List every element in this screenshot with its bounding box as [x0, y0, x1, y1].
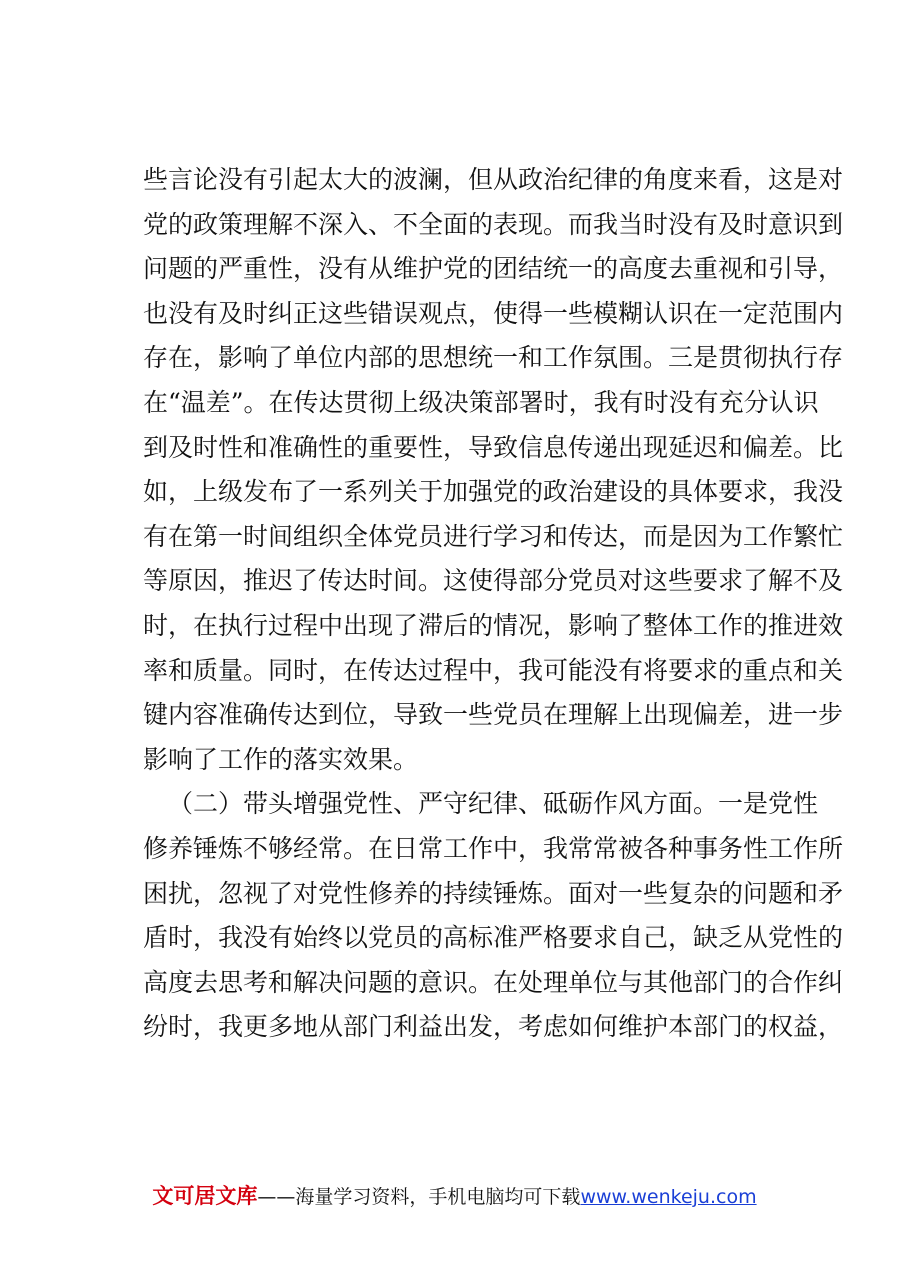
text-line: 等原因，推迟了传达时间。这使得部分党员对这些要求了解不及	[143, 566, 844, 596]
text-line: 存在，影响了单位内部的思想统一和工作氛围。三是贯彻执行存	[143, 343, 844, 373]
text-line: 困扰，忽视了对党性修养的持续锤炼。面对一些复杂的问题和矛	[143, 878, 844, 908]
text-line: 如，上级发布了一系列关于加强党的政治建设的具体要求，我没	[143, 477, 844, 507]
document-body	[143, 158, 844, 1050]
text-line: 有在第一时间组织全体党员进行学习和传达，而是因为工作繁忙	[143, 521, 844, 551]
brand-name: 文可居文库	[152, 1184, 258, 1208]
text-line: 些言论没有引起太大的波澜，但从政治纪律的角度来看，这是对	[143, 165, 844, 194]
paragraph-end-line: 影响了工作的落实效果。	[143, 744, 419, 774]
section-heading-line: （二）带头增强党性、严守纪律、砥砺作风方面。一是党性	[168, 789, 819, 819]
text-line: 也没有及时纠正这些错误观点，使得一些模糊认识在一定范围内	[143, 298, 844, 328]
text-line: 在“温差”。在传达贯彻上级决策部署时，我有时没有充分认识	[143, 387, 819, 417]
text-line: 率和质量。同时，在传达过程中，我可能没有将要求的重点和关	[143, 655, 844, 685]
text-line: 盾时，我没有始终以党员的高标准严格要求自己，缺乏从党性的	[143, 923, 844, 953]
text-line: 时，在执行过程中出现了滞后的情况，影响了整体工作的推进效	[143, 610, 844, 640]
footer-slogan: ——海量学习资料，手机电脑均可下载	[257, 1186, 581, 1208]
text-line: 纷时，我更多地从部门利益出发，考虑如何维护本部门的权益，	[143, 1012, 844, 1042]
text-line: 问题的严重性，没有从维护党的团结统一的高度去重视和引导，	[143, 254, 844, 284]
text-line: 键内容准确传达到位，导致一些党员在理解上出现偏差，进一步	[143, 700, 844, 730]
text-line: 高度去思考和解决问题的意识。在处理单位与其他部门的合作纠	[143, 967, 844, 997]
text-line: 到及时性和准确性的重要性，导致信息传递出现延迟和偏差。比	[143, 432, 844, 462]
footer-banner	[0, 1180, 909, 1210]
footer-url-link[interactable]: www.wenkeju.com	[580, 1186, 757, 1208]
text-line: 修养锤炼不够经常。在日常工作中，我常常被各种事务性工作所	[143, 833, 844, 863]
text-line: 党的政策理解不深入、不全面的表现。而我当时没有及时意识到	[143, 209, 844, 239]
